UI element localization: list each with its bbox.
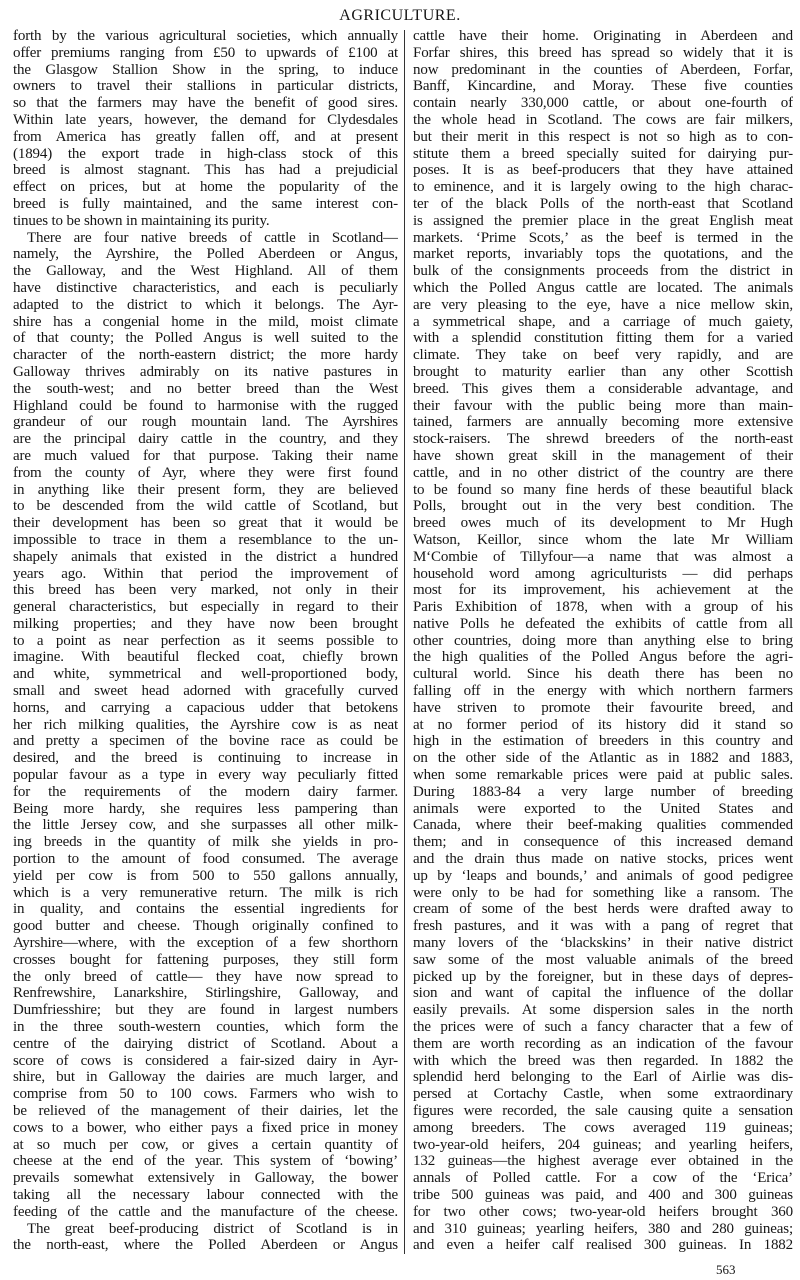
text-line: her rich milking qualities, the Ayrshire cow is as neat — [13, 716, 398, 733]
text-line: Ayrshire—where, with the exception of a few shorthorn — [13, 935, 398, 952]
text-line: feeding of the cattle and the manufacture of the cheese. — [13, 1203, 398, 1220]
text-line: saw some of the most valuable animals of the breed — [413, 951, 793, 968]
text-line: in quality, and contains the essential ingredients for — [13, 901, 398, 918]
text-line: desired, and the breed is continuing to increase in — [13, 750, 398, 767]
text-line: cattle, and in no other district of the country are there — [413, 464, 793, 481]
text-line: and 310 guineas; yearling heifers, 380 and 280 guineas; — [413, 1220, 793, 1237]
text-line: crosses bought for fattening purposes, they still form — [13, 951, 398, 968]
text-line: markets. ‘Prime Scots,’ as the beef is termed in the — [413, 229, 793, 246]
text-line: to be found so many fine herds of these beautiful black — [413, 481, 793, 498]
text-line: to be descended from the wild cattle of Scotland, but — [13, 498, 398, 515]
text-line: and white, symmetrical and well-proportioned body, — [13, 666, 398, 683]
text-line: 132 guineas—the highest average ever obtained in the — [413, 1153, 793, 1170]
text-line: cheese at the end of the year. This system of ‘bowing’ — [13, 1153, 398, 1170]
text-line: the Glasgow Stallion Show in the spring, to induce — [13, 61, 398, 78]
text-line: portion to the amount of food consumed. The average — [13, 851, 398, 868]
paragraph — [13, 230, 398, 1221]
text-line: sion and want of capital the influence of the dollar — [413, 985, 793, 1002]
text-line: a symmetrical shape, and a carriage of much gaiety, — [413, 313, 793, 330]
text-line: among breeders. The cows averaged 119 guineas; — [413, 1119, 793, 1136]
text-line: general characteristics, but especially in regard to their — [13, 599, 398, 616]
text-line: During 1883-84 a very large number of breeding — [413, 783, 793, 800]
text-line: the only breed of cattle— they have now spread to — [13, 968, 398, 985]
text-line: on the other side of the Atlantic as in 1882 and 1883, — [413, 750, 793, 767]
text-line: at no former period of its history did it stand so — [413, 716, 793, 733]
text-line: the high qualities of the Polled Angus before the agri- — [413, 649, 793, 666]
text-line: Dumfriesshire; but they are found in largest numbers — [13, 1002, 398, 1019]
text-line: with which the breed was then regarded. In 1882 the — [413, 1052, 793, 1069]
column-divider — [404, 30, 405, 1254]
text-line: annals of Polled cattle. For a cow of the ‘Erica’ — [413, 1170, 793, 1187]
text-line: Forfar shires, this breed has spread so widely that it is — [413, 44, 793, 61]
text-line: bulk of the consignments proceeds from the district in — [413, 263, 793, 280]
text-line: climate. They take on beef very rapidly, and are — [413, 347, 793, 364]
text-line: be relieved of the management of their dairies, let the — [13, 1103, 398, 1119]
text-line: brought to maturity earlier than any other Scottish — [413, 363, 793, 380]
text-line: breed is almost stagnant. This has had a prejudicial — [13, 162, 398, 179]
text-line: poses. It is as beef-producers that they have attained — [413, 162, 793, 179]
text-line: so that the farmers may have the benefit of good sires. — [13, 95, 398, 112]
text-line: Canada, where their beef-making qualities commended — [413, 817, 793, 834]
text-line: them are worth recording as an indication of the favour — [413, 1035, 793, 1052]
text-line: were only to be had for something like a ransom. The — [413, 884, 793, 901]
text-line: the whole head in Scotland. The cows are fair milkers, — [413, 111, 793, 128]
text-line: cultural world. Since his death there has been no — [413, 666, 793, 683]
text-line: impossible to trace in them a resemblance to the un- — [13, 531, 398, 548]
text-line: with a splendid constitution fitting them for a varied — [413, 330, 793, 347]
text-line: Highland could be found to harmonise with the rugged — [13, 397, 398, 414]
text-line: good butter and cheese. Though originally confined to — [13, 918, 398, 935]
text-line: contain nearly 330,000 cattle, or about one-fourth of — [413, 95, 793, 112]
text-line: easily prevails. At some dispersion sales in the north — [413, 1002, 793, 1019]
text-line: this breed has been very marked, not only in their — [13, 582, 398, 599]
text-line: the Galloway, and the West Highland. All of them — [13, 263, 398, 280]
text-line: are very pleasing to the eye, have a nice mellow skin, — [413, 296, 793, 313]
text-line: and even a heifer calf realised 300 guineas. In 1882 — [413, 1237, 793, 1254]
text-line: prevails somewhat extensively in Galloway, the bower — [13, 1170, 398, 1187]
text-line: namely, the Ayrshire, the Polled Aberdeen or Angus, — [13, 246, 398, 263]
text-line: is assigned the premier place in the great English meat — [413, 212, 793, 229]
text-line: milking properties; and they have now been brought — [13, 615, 398, 632]
text-line: yield per cow is from 500 to 550 gallons annually, — [13, 867, 398, 884]
text-line: many lovers of the ‘blackskins’ in their native district — [413, 935, 793, 952]
text-line: stitute them a breed specially suited for dairying pur- — [413, 145, 793, 162]
text-line: to eminence, and it is largely owing to the high charac- — [413, 179, 793, 196]
text-line: household word among agriculturists — did perhaps — [413, 565, 793, 582]
text-line: them; and in consequence of this increased demand — [413, 834, 793, 851]
text-line: fresh pastures, and it was with a pang of regret that — [413, 918, 793, 935]
text-line: character of the north-eastern district; the more hardy — [13, 347, 398, 364]
text-line: from America has greatly fallen off, and at present — [13, 128, 398, 145]
text-line: Watson, Keillor, since whom the late Mr William — [413, 531, 793, 548]
text-line: the south-west; and no better breed than the West — [13, 380, 398, 397]
paragraph — [413, 28, 793, 1254]
text-line: at so much per cow, or gives a certain quantity of — [13, 1136, 398, 1153]
text-line: shire has a congenial home in the mild, moist climate — [13, 313, 398, 330]
text-line: There are four native breeds of cattle in Scotland— — [27, 229, 398, 246]
text-line: Paris Exhibition of 1878, when with a group of his — [413, 599, 793, 616]
text-line: breed is fully maintained, and the same interest con- — [13, 195, 398, 212]
text-line: picked up by the foreigner, but in these days of depres- — [413, 968, 793, 985]
text-line: horns, and carrying a capacious udder that betokens — [13, 699, 398, 716]
text-line: but their merit in this respect is not so high as to con- — [413, 128, 793, 145]
text-line: tained, farmers are annually becoming more extensive — [413, 414, 793, 431]
text-line: most for its improvement, his achievement at the — [413, 582, 793, 599]
text-line: centre of the dairying district of Scotland. About a — [13, 1035, 398, 1052]
text-line: which the Polled Angus cattle are located. The animals — [413, 279, 793, 296]
text-line: now predominant in the counties of Aberdeen, Forfar, — [413, 61, 793, 78]
text-line: to a point as near perfection as it seems possible to — [13, 632, 398, 649]
text-line: have striven to promote their favourite breed, and — [413, 699, 793, 716]
text-line: M‘Combie of Tillyfour—a name that was almost a — [413, 548, 793, 565]
text-line: the prices were of such a fancy character that a few of — [413, 1019, 793, 1036]
text-line: breed. This gives them a considerable advantage, and — [413, 380, 793, 397]
text-line: and pretty a specimen of the bovine race as could be — [13, 733, 398, 750]
right-column — [413, 28, 793, 1254]
text-line: small and sweet head adorned with gracefully curved — [13, 683, 398, 700]
text-line: of that county; the Polled Angus is well suited to the — [13, 330, 398, 347]
text-line: grandeur of our rough mountain land. The Ayrshires — [13, 414, 398, 431]
page-number: 563 — [716, 1262, 736, 1277]
text-line: native Polls he defeated the exhibits of cattle from all — [413, 615, 793, 632]
text-line: have distinctive characteristics, and each is peculiarly — [13, 279, 398, 296]
text-line: two-year-old heifers, 204 guineas; and yearling heifers, — [413, 1136, 793, 1153]
text-line: cattle have their home. Originating in Aberdeen and — [413, 28, 793, 44]
text-line: are the principal dairy cattle in the country, and they — [13, 431, 398, 448]
text-line: the north-east, where the Polled Aberdeen or Angus — [13, 1237, 398, 1254]
text-line: cream of some of the best herds were drafted away to — [413, 901, 793, 918]
text-line: market reports, invariably tops the quotations, and the — [413, 246, 793, 263]
left-column — [13, 28, 398, 1254]
text-line: taking all the necessary labour connected with the — [13, 1186, 398, 1203]
text-line: years ago. Within that period the improvement of — [13, 565, 398, 582]
text-line: when some remarkable prices were paid at public sales. — [413, 767, 793, 784]
text-line: Renfrewshire, Lanarkshire, Stirlingshire, Galloway, and — [13, 985, 398, 1002]
text-line: their favour with the public being more than main- — [413, 397, 793, 414]
text-line: popular favour as a type in every way peculiarly fitted — [13, 767, 398, 784]
text-line: breed owes much of its development to Mr Hugh — [413, 515, 793, 532]
text-line: forth by the various agricultural societies, which annually — [13, 28, 398, 44]
text-line: tinues to be shown in maintaining its purity. — [13, 212, 270, 229]
text-line: the little Jersey cow, and she surpasses all other milk- — [13, 817, 398, 834]
paragraph — [13, 28, 398, 230]
text-line: in the three south-western counties, which form the — [13, 1019, 398, 1036]
text-line: which is a very remunerative return. The milk is rich — [13, 884, 398, 901]
text-line: stock-raisers. The shrewd breeders of the north-east — [413, 431, 793, 448]
text-line: for two other cows; two-year-old heifers brought 360 — [413, 1203, 793, 1220]
paragraph — [13, 1221, 398, 1255]
text-line: cows to a bower, who either pays a fixed price in money — [13, 1119, 398, 1136]
text-line: score of cows is considered a fair-sized dairy in Ayr- — [13, 1052, 398, 1069]
text-line: animals were exported to the United States and — [413, 800, 793, 817]
text-line: their development has been so great that it would be — [13, 515, 398, 532]
text-line: falling off in the energy with which northern farmers — [413, 683, 793, 700]
text-line: imagine. With beautiful flecked coat, chiefly brown — [13, 649, 398, 666]
text-line: shapely animals that existed in the district a hundred — [13, 548, 398, 565]
text-line: comprise from 50 to 100 cows. Farmers who wish to — [13, 1086, 398, 1103]
text-line: persed at Cortachy Castle, when some extraordinary — [413, 1086, 793, 1103]
text-line: figures were recorded, the sale causing quite a sensation — [413, 1103, 793, 1119]
text-line: and the drain thus made on native stocks, prices went — [413, 851, 793, 868]
text-line: effect on prices, but at home the popularity of the — [13, 179, 398, 196]
text-line: from the county of Ayr, where they were first found — [13, 464, 398, 481]
text-line: ing breeds in the quantity of milk she yields in pro- — [13, 834, 398, 851]
text-line: tribe 500 guineas was paid, and 400 and 300 guineas — [413, 1186, 793, 1203]
text-line: high in the estimation of breeders in this country and — [413, 733, 793, 750]
text-line: Within late years, however, the demand for Clydesdales — [13, 111, 398, 128]
text-line: ter of the black Polls of the north-east that Scotland — [413, 195, 793, 212]
text-line: (1894) the export trade in high-class stock of this — [13, 145, 398, 162]
text-line: splendid herd belonging to the Earl of Airlie was dis- — [413, 1069, 793, 1086]
text-line: in anything like their present form, they are believed — [13, 481, 398, 498]
text-line: The great beef-producing district of Scotland is in — [27, 1220, 398, 1237]
text-line: Galloway thrives admirably on its native pastures in — [13, 363, 398, 380]
text-line: Being more hardy, she requires less pampering than — [13, 800, 398, 817]
text-line: offer premiums ranging from £50 to upwards of £100 at — [13, 44, 398, 61]
text-line: adapted to the district to which it belongs. The Ayr- — [13, 296, 398, 313]
text-line: are much valued for that purpose. Taking their name — [13, 447, 398, 464]
text-line: have shown great skill in the management of their — [413, 447, 793, 464]
text-line: Polls, brought out in the very best condition. The — [413, 498, 793, 515]
text-line: owners to travel their stallions in particular districts, — [13, 78, 398, 95]
text-line: shire, but in Galloway the dairies are much larger, and — [13, 1069, 398, 1086]
text-line: up by ‘leaps and bounds,’ and animals of good pedigree — [413, 867, 793, 884]
text-line: for the requirements of the modern dairy farmer. — [13, 783, 398, 800]
running-header: AGRICULTURE. — [339, 7, 461, 24]
text-line: other countries, doing more than anything else to bring — [413, 632, 793, 649]
text-line: Banff, Kincardine, and Moray. These five counties — [413, 78, 793, 95]
